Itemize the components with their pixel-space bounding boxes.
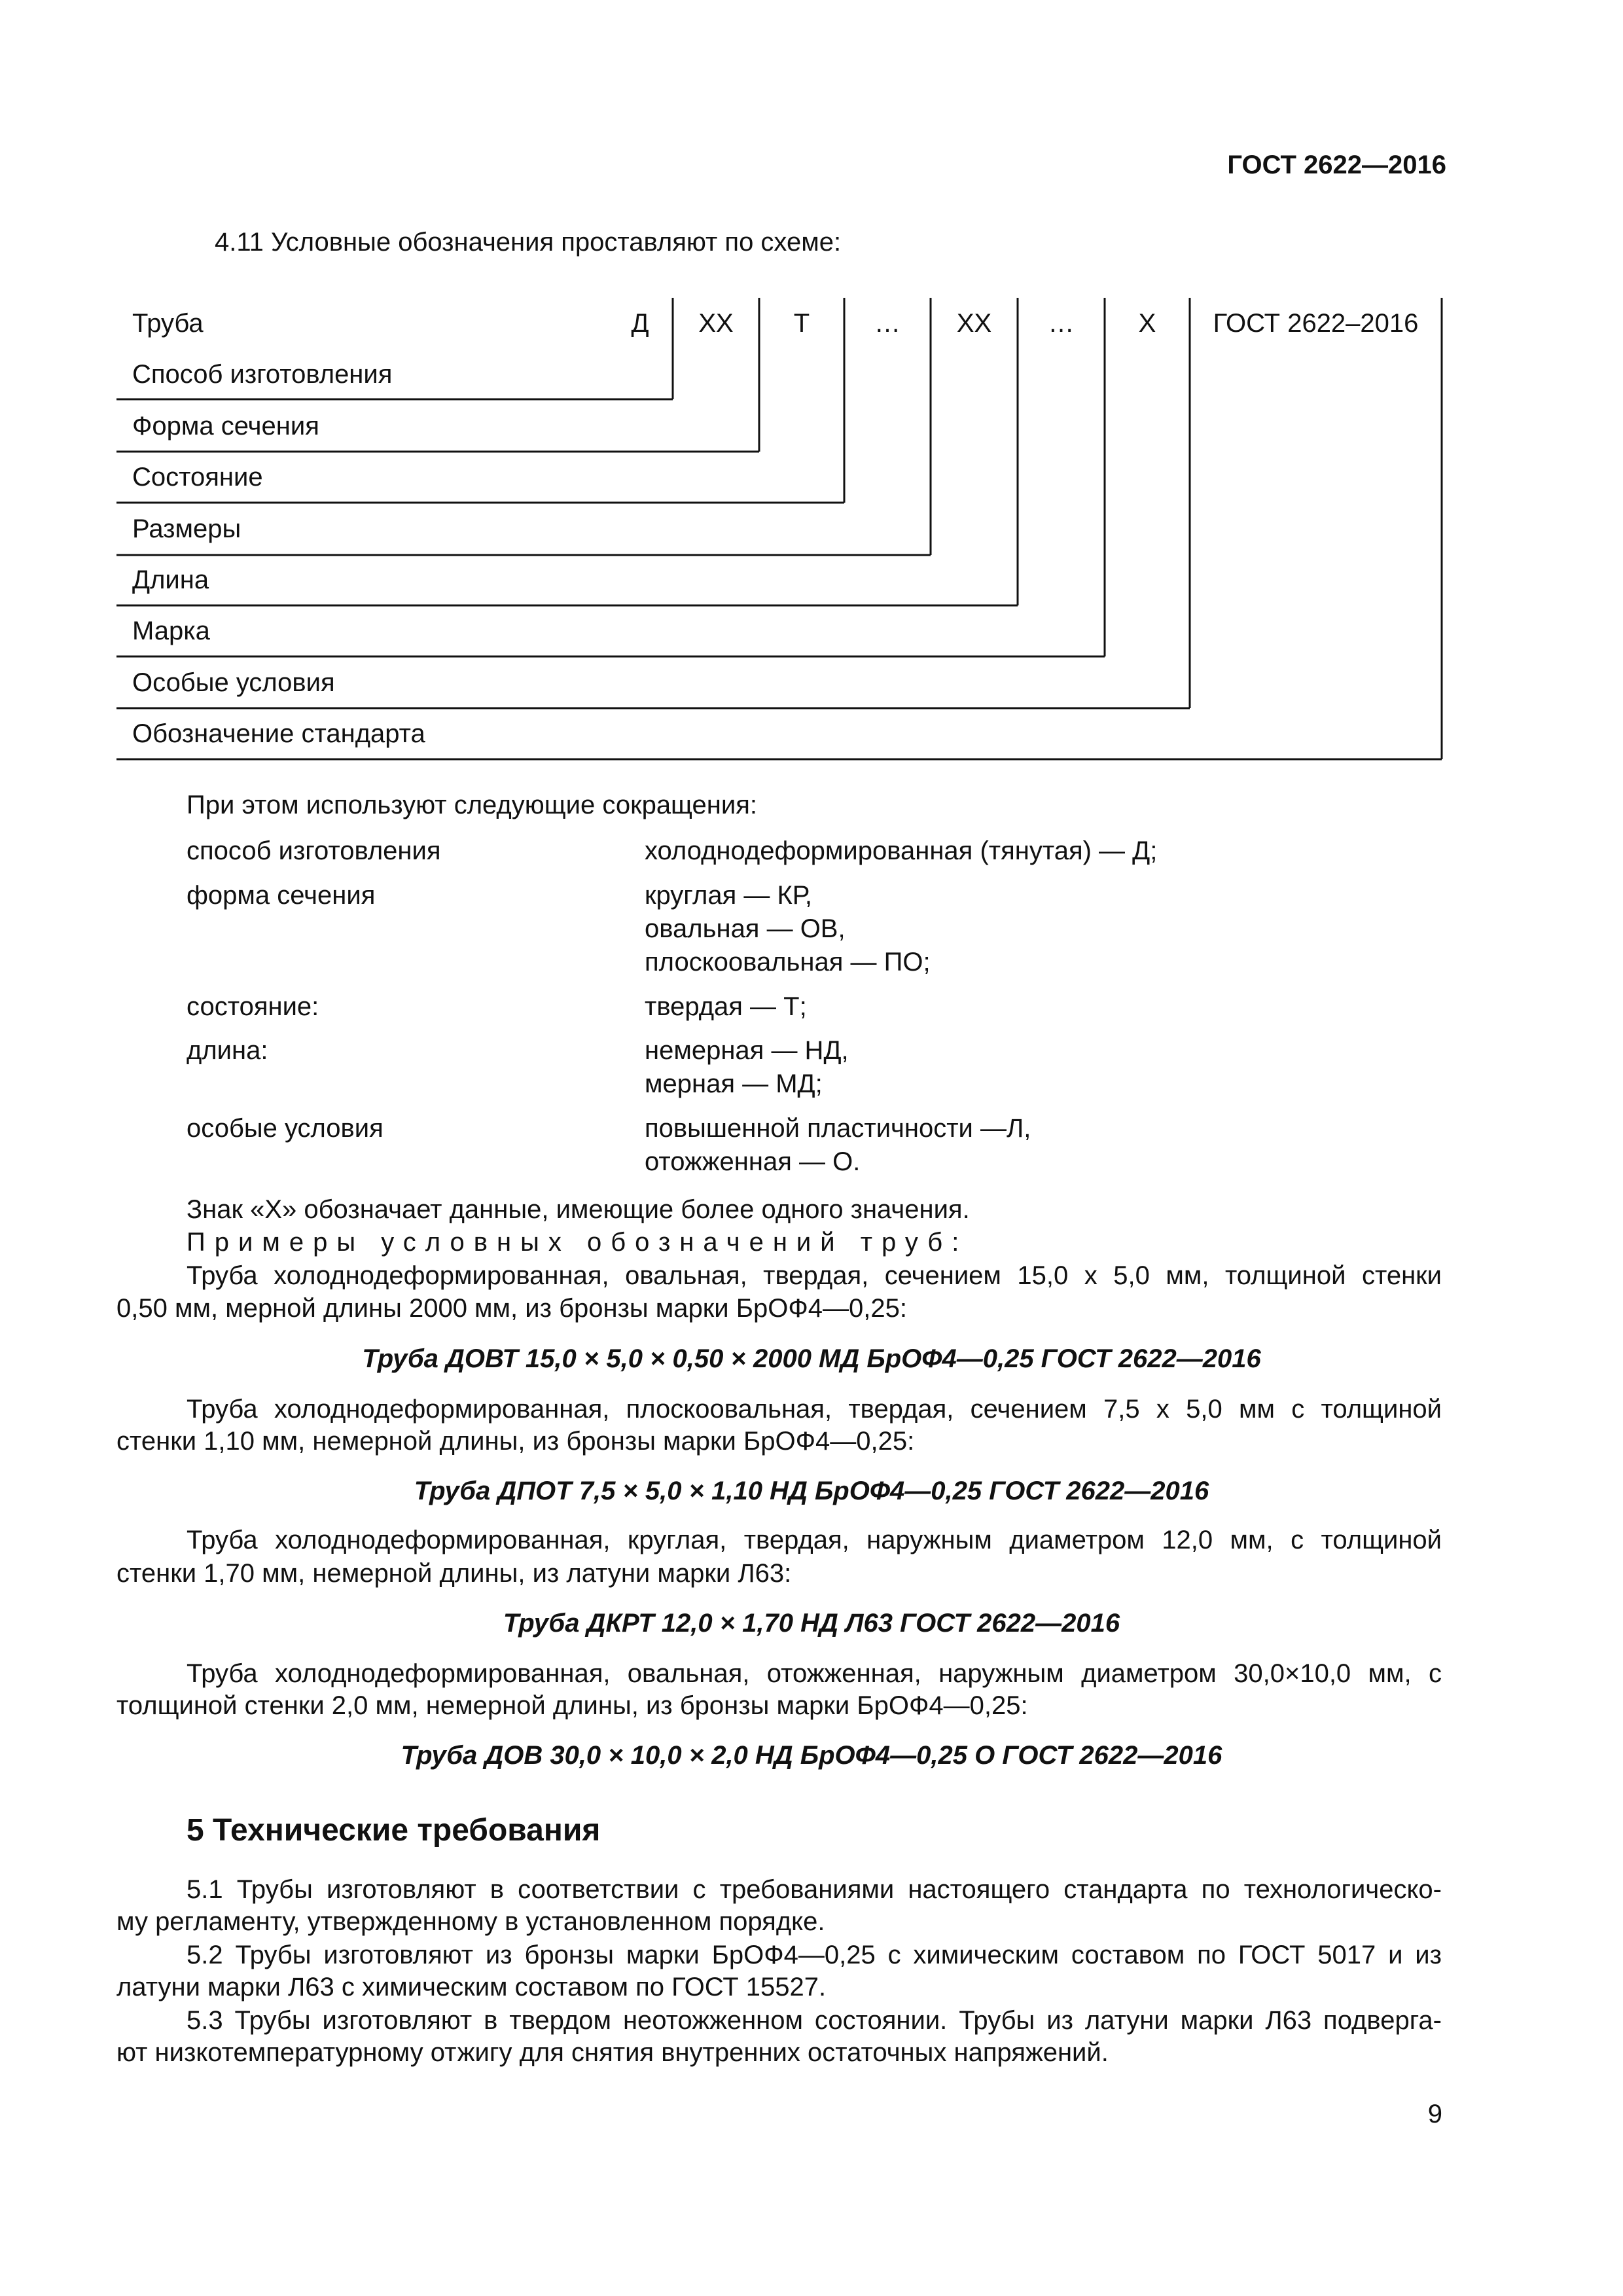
scheme-code-7: Х [1138,309,1156,338]
examples-title: Примеры условных обозначений труб: [187,1228,969,1257]
abbr-value-4-2: мерная — МД; [645,1069,823,1098]
para-5-2-line-1: 5.2 Трубы изготовляют из бронзы марки БрОФ4—0,25 с химическим составом по ГОСТ 5017 и из [187,1941,1442,1969]
document-code: ГОСТ 2622—2016 [1227,151,1446,179]
abbr-term-5: особые условия [187,1114,383,1143]
page-number: 9 [1427,2100,1442,2128]
section-5-title: 5 Технические требования [187,1813,601,1848]
scheme-code-6: … [1048,309,1075,338]
para-5-2-line-2: латуни марки Л63 с химическим составом по ГОСТ 15527. [116,1973,827,2001]
scheme-code-1: Д [631,309,649,338]
abbr-value-1-1: холоднодеформированная (тянутая) — Д; [645,836,1158,865]
abbreviations-intro: При этом используют следующие сокращения: [187,791,757,819]
scheme-code-5: ХХ [956,309,992,338]
para-5-1-line-2: му регламенту, утвержденному в установленном порядке. [116,1907,825,1936]
abbr-value-4-1: немерная — НД, [645,1036,849,1065]
abbr-value-3-1: твердая — Т; [645,992,807,1021]
scheme-row-7: Особые условия [132,668,335,697]
example-2-line-2: стенки 1,10 мм, немерной длины, из бронзы марки БрОФ4—0,25: [116,1427,915,1456]
example-1-line-1: Труба холоднодеформированная, овальная, твердая, сечением 15,0 х 5,0 мм, толщиной стенки [187,1261,1442,1290]
para-5-3-line-1: 5.3 Трубы изготовляют в твердом неотожженном состоянии. Трубы из латуни марки Л63 подверга- [187,2006,1442,2035]
example-2-designation: Труба ДПОТ 7,5 × 5,0 × 1,10 НД БрОФ4—0,25 ГОСТ 2622—2016 [414,1477,1209,1505]
scheme-row-8: Обозначение стандарта [132,719,425,748]
example-4-line-2: толщиной стенки 2,0 мм, немерной длины, из бронзы марки БрОФ4—0,25: [116,1691,1028,1720]
example-4-line-1: Труба холоднодеформированная, овальная, отожженная, наружным диаметром 30,0×10,0 мм, с [187,1659,1442,1688]
scheme-product: Труба [132,309,204,338]
example-2-line-1: Труба холоднодеформированная, плоскоовальная, твердая, сечением 7,5 х 5,0 мм с толщиной [187,1395,1442,1424]
sign-note: Знак «Х» обозначает данные, имеющие более одного значения. [187,1195,970,1224]
clause-4-11: 4.11 Условные обозначения проставляют по схеме: [215,228,842,257]
scheme-row-4: Размеры [132,514,241,543]
scheme-code-2: ХХ [698,309,734,338]
example-1-line-2: 0,50 мм, мерной длины 2000 мм, из бронзы марки БрОФ4—0,25: [116,1294,907,1323]
abbr-term-1: способ изготовления [187,836,441,865]
abbr-value-2-2: овальная — ОВ, [645,914,846,943]
abbr-value-5-1: повышенной пластичности —Л, [645,1114,1031,1143]
example-1-designation: Труба ДОВТ 15,0 × 5,0 × 0,50 × 2000 МД БрОФ4—0,25 ГОСТ 2622—2016 [362,1344,1261,1373]
scheme-row-3: Состояние [132,463,263,492]
scheme-code-4: … [874,309,901,338]
example-4-designation: Труба ДОВ 30,0 × 10,0 × 2,0 НД БрОФ4—0,25 О ГОСТ 2622—2016 [401,1741,1222,1770]
scheme-standard-code: ГОСТ 2622–2016 [1213,309,1419,338]
scheme-row-5: Длина [132,565,209,594]
abbr-term-2: форма сечения [187,881,376,910]
scheme-row-1: Способ изготовления [132,360,393,389]
example-3-line-1: Труба холоднодеформированная, круглая, твердая, наружным диаметром 12,0 мм, с толщиной [187,1526,1442,1554]
abbr-term-3: состояние: [187,992,319,1021]
para-5-1-line-1: 5.1 Трубы изготовляют в соответствии с требованиями настоящего стандарта по технологическо- [187,1875,1442,1904]
abbr-term-4: длина: [187,1036,268,1065]
example-3-line-2: стенки 1,70 мм, немерной длины, из латуни марки Л63: [116,1559,792,1588]
para-5-3-line-2: ют низкотемпературному отжигу для снятия внутренних остаточных напряжений. [116,2038,1109,2067]
abbr-value-5-2: отожженная — О. [645,1147,861,1176]
abbr-value-2-3: плоскоовальная — ПО; [645,948,931,977]
scheme-row-2: Форма сечения [132,412,319,440]
scheme-row-6: Марка [132,617,210,645]
example-3-designation: Труба ДКРТ 12,0 × 1,70 НД Л63 ГОСТ 2622—2016 [503,1609,1120,1638]
abbr-value-2-1: круглая — КР, [645,881,813,910]
scheme-code-3: Т [793,309,810,338]
